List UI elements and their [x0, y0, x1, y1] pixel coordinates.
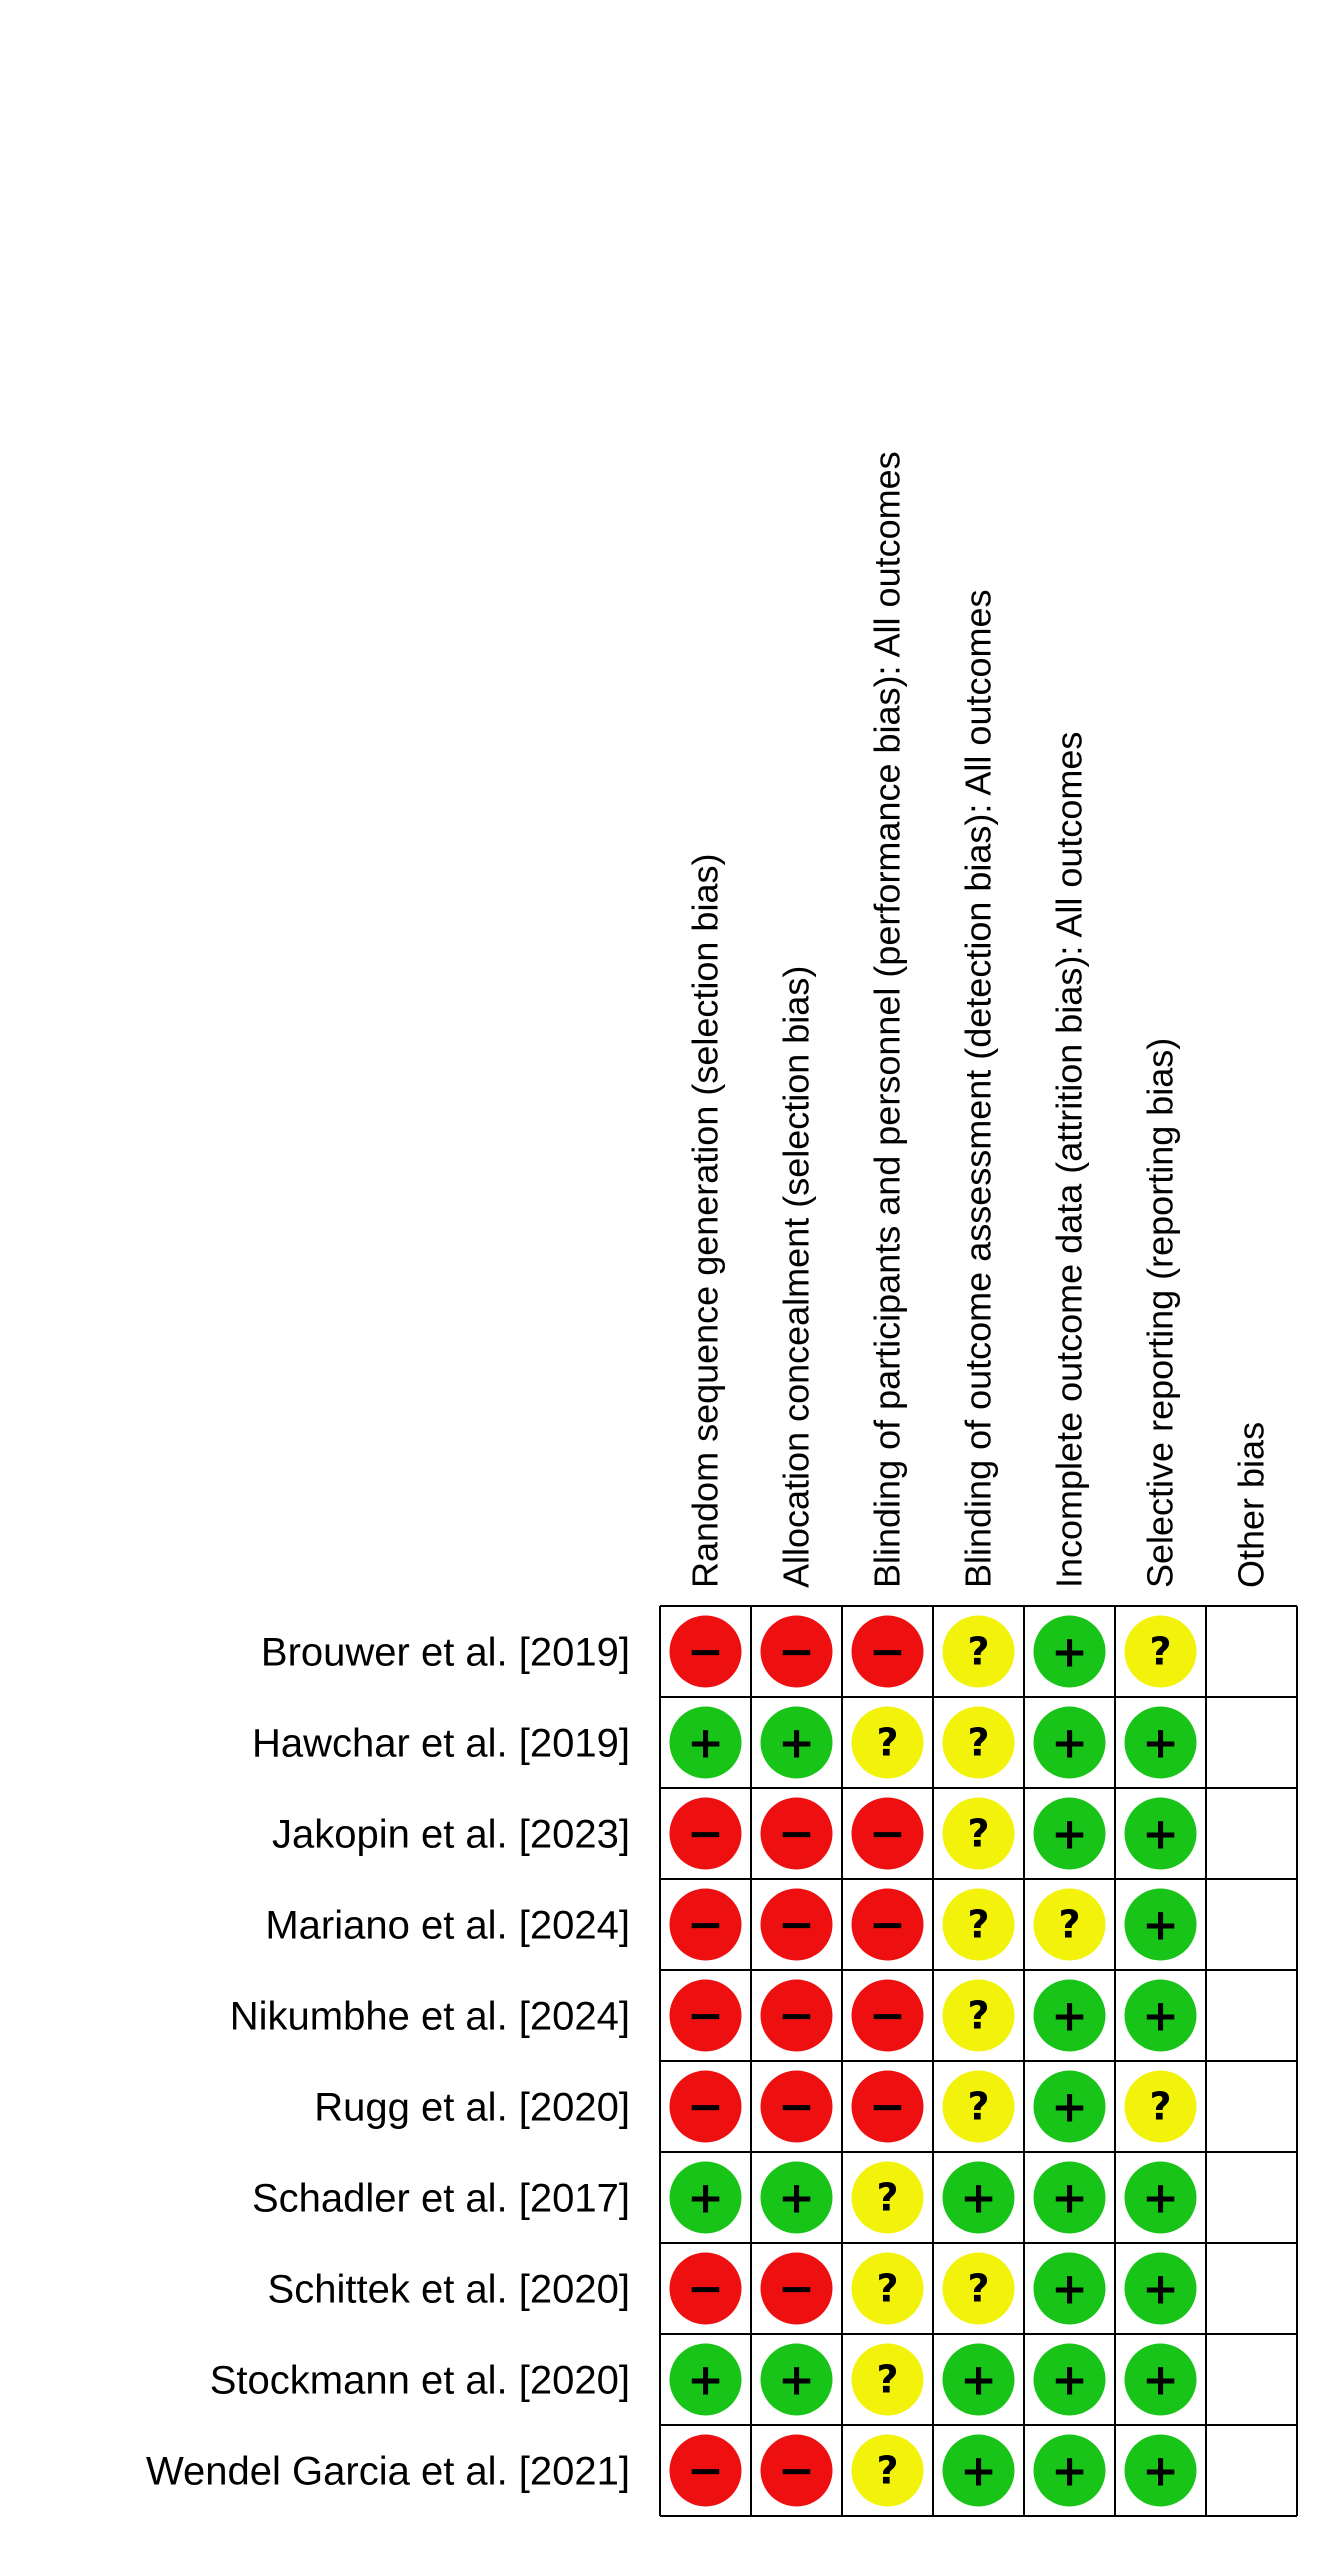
- rating-symbol: +: [960, 2445, 997, 2497]
- rating-low-icon: [943, 2435, 1015, 2507]
- rating-symbol: ?: [1149, 2084, 1172, 2129]
- rating-symbol: ?: [876, 2175, 899, 2220]
- rating-low-icon: [1125, 1889, 1197, 1961]
- rating-unclear-icon: [852, 2344, 924, 2416]
- rating-symbol: +: [960, 2354, 997, 2406]
- rating-high-icon: [670, 2435, 742, 2507]
- rating-low-icon: [1125, 2162, 1197, 2234]
- rating-low-icon: [1034, 1798, 1106, 1870]
- rating-symbol: −: [869, 1899, 906, 1951]
- rating-high-icon: [852, 1980, 924, 2052]
- rating-high-icon: [670, 1798, 742, 1870]
- rating-unclear-icon: [943, 1889, 1015, 1961]
- rating-high-icon: [670, 1980, 742, 2052]
- rating-symbol: +: [1051, 2172, 1088, 2224]
- rating-high-icon: [761, 2071, 833, 2143]
- rating-symbol: +: [1051, 2445, 1088, 2497]
- rating-symbol: +: [1051, 2354, 1088, 2406]
- study-label: Schittek et al. [2020]: [267, 2267, 630, 2312]
- rating-unclear-icon: [943, 1707, 1015, 1779]
- rating-unclear-icon: [943, 2071, 1015, 2143]
- rating-low-icon: [1034, 1980, 1106, 2052]
- rating-low-icon: [1125, 2344, 1197, 2416]
- rating-symbol: ?: [876, 1720, 899, 1765]
- study-label: Wendel Garcia et al. [2021]: [146, 2449, 630, 2494]
- rating-symbol: ?: [967, 1902, 990, 1947]
- column-header: Incomplete outcome data (attrition bias): All outcomes: [1048, 731, 1090, 1588]
- rating-unclear-icon: [852, 1707, 924, 1779]
- rating-symbol: +: [778, 2172, 815, 2224]
- rating-symbol: ?: [876, 2266, 899, 2311]
- rating-symbol: −: [687, 1990, 724, 2042]
- rating-symbol: −: [869, 1990, 906, 2042]
- rating-symbol: +: [1142, 2263, 1179, 2315]
- rating-symbol: +: [1142, 2172, 1179, 2224]
- column-headers: [685, 451, 1272, 1588]
- rating-unclear-icon: [943, 1980, 1015, 2052]
- rating-high-icon: [852, 2071, 924, 2143]
- rating-symbol: +: [687, 2354, 724, 2406]
- rating-symbol: +: [1142, 1717, 1179, 1769]
- rating-symbol: +: [1142, 1808, 1179, 1860]
- rating-grid: [660, 1606, 1297, 2516]
- rating-low-icon: [1125, 1798, 1197, 1870]
- rating-symbol: −: [778, 1808, 815, 1860]
- rating-symbol: ?: [1149, 1629, 1172, 1674]
- rating-symbol: −: [687, 2263, 724, 2315]
- rating-symbol: ?: [1058, 1902, 1081, 1947]
- rating-low-icon: [761, 2162, 833, 2234]
- rating-symbol: ?: [876, 2448, 899, 2493]
- rating-unclear-icon: [943, 1616, 1015, 1688]
- column-header: Blinding of participants and personnel (performance bias): All outcomes: [866, 451, 908, 1588]
- rating-symbol: +: [1051, 1717, 1088, 1769]
- rating-symbol: +: [1142, 2445, 1179, 2497]
- rating-symbol: +: [1051, 1808, 1088, 1860]
- rating-high-icon: [852, 1889, 924, 1961]
- column-header: Blinding of outcome assessment (detection bias): All outcomes: [957, 589, 999, 1588]
- rating-symbol: ?: [967, 2084, 990, 2129]
- rating-symbol: −: [687, 1808, 724, 1860]
- rating-unclear-icon: [1125, 2071, 1197, 2143]
- rating-symbol: +: [687, 2172, 724, 2224]
- rating-high-icon: [670, 1889, 742, 1961]
- rating-low-icon: [670, 2344, 742, 2416]
- rating-high-icon: [761, 1798, 833, 1870]
- study-labels: [146, 1631, 630, 2494]
- rating-high-icon: [761, 2253, 833, 2325]
- rating-low-icon: [1125, 2435, 1197, 2507]
- rating-high-icon: [670, 2253, 742, 2325]
- rating-low-icon: [670, 1707, 742, 1779]
- rating-high-icon: [852, 1616, 924, 1688]
- study-label: Hawchar et al. [2019]: [252, 1721, 630, 1766]
- rating-symbol: +: [1051, 1990, 1088, 2042]
- rating-low-icon: [761, 1707, 833, 1779]
- rating-symbol: −: [778, 1990, 815, 2042]
- rating-unclear-icon: [943, 1798, 1015, 1870]
- column-header: Selective reporting (reporting bias): [1139, 1037, 1181, 1588]
- rating-low-icon: [1034, 2253, 1106, 2325]
- rating-unclear-icon: [1125, 1616, 1197, 1688]
- rating-low-icon: [1125, 1707, 1197, 1779]
- rating-low-icon: [943, 2162, 1015, 2234]
- rating-symbol: +: [1142, 2354, 1179, 2406]
- rating-unclear-icon: [852, 2435, 924, 2507]
- study-label: Brouwer et al. [2019]: [260, 1630, 630, 1675]
- rating-symbol: +: [1051, 1626, 1088, 1678]
- rating-symbol: +: [778, 1717, 815, 1769]
- rating-symbol: −: [869, 1808, 906, 1860]
- study-label: Jakopin et al. [2023]: [271, 1812, 630, 1857]
- rating-high-icon: [852, 1798, 924, 1870]
- rating-high-icon: [670, 2071, 742, 2143]
- rating-low-icon: [943, 2344, 1015, 2416]
- rating-low-icon: [1125, 1980, 1197, 2052]
- rating-high-icon: [761, 1980, 833, 2052]
- rating-low-icon: [1034, 2344, 1106, 2416]
- rating-symbol: −: [687, 1899, 724, 1951]
- rating-symbol: ?: [967, 1993, 990, 2038]
- rating-symbol: +: [1051, 2081, 1088, 2133]
- rating-symbol: −: [778, 2263, 815, 2315]
- rating-low-icon: [1034, 2435, 1106, 2507]
- rating-symbol: −: [869, 1626, 906, 1678]
- rating-low-icon: [670, 2162, 742, 2234]
- rating-symbol: −: [869, 2081, 906, 2133]
- study-label: Nikumbhe et al. [2024]: [229, 1994, 630, 2039]
- rating-high-icon: [670, 1616, 742, 1688]
- rating-symbol: −: [687, 2445, 724, 2497]
- rating-symbol: +: [778, 2354, 815, 2406]
- rating-low-icon: [1034, 2071, 1106, 2143]
- rating-symbol: ?: [876, 2357, 899, 2402]
- rating-symbol: −: [687, 1626, 724, 1678]
- rating-high-icon: [761, 2435, 833, 2507]
- rating-unclear-icon: [852, 2162, 924, 2234]
- rating-low-icon: [1034, 1707, 1106, 1779]
- rating-low-icon: [1125, 2253, 1197, 2325]
- rating-symbol: −: [687, 2081, 724, 2133]
- rating-low-icon: [761, 2344, 833, 2416]
- rating-symbol: +: [1142, 1899, 1179, 1951]
- rating-symbol: +: [960, 2172, 997, 2224]
- rating-symbol: +: [1051, 2263, 1088, 2315]
- rating-symbol: ?: [967, 1720, 990, 1765]
- rating-symbol: +: [1142, 1990, 1179, 2042]
- study-label: Mariano et al. [2024]: [265, 1903, 630, 1948]
- rating-symbol: ?: [967, 2266, 990, 2311]
- rating-unclear-icon: [943, 2253, 1015, 2325]
- rating-symbol: −: [778, 2081, 815, 2133]
- rating-symbol: −: [778, 2445, 815, 2497]
- rating-symbol: ?: [967, 1629, 990, 1674]
- rating-symbol: +: [687, 1717, 724, 1769]
- rating-high-icon: [761, 1616, 833, 1688]
- rating-low-icon: [1034, 2162, 1106, 2234]
- study-label: Schadler et al. [2017]: [251, 2176, 630, 2221]
- study-label: Rugg et al. [2020]: [314, 2085, 630, 2130]
- column-header: Random sequence generation (selection bias): [684, 853, 726, 1588]
- rating-symbol: −: [778, 1899, 815, 1951]
- rating-low-icon: [1034, 1616, 1106, 1688]
- rating-symbol: −: [778, 1626, 815, 1678]
- rating-unclear-icon: [1034, 1889, 1106, 1961]
- column-header: Allocation concealment (selection bias): [775, 965, 817, 1588]
- rating-symbol: ?: [967, 1811, 990, 1856]
- study-label: Stockmann et al. [2020]: [209, 2358, 630, 2403]
- rating-unclear-icon: [852, 2253, 924, 2325]
- rating-high-icon: [761, 1889, 833, 1961]
- column-header: Other bias: [1230, 1421, 1272, 1588]
